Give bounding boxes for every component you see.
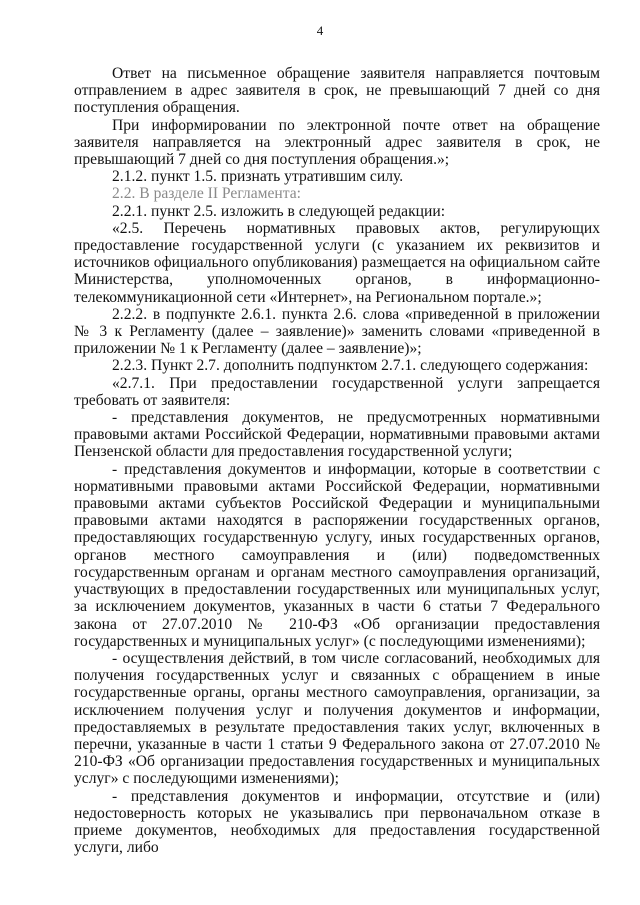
page-number: 4	[316, 23, 324, 38]
paragraph: - представления документов и информации, которые в соответствии с нормативными правовыми актами Российской Федерации, нормативными правовыми актами субъектов Российской Федерации и муниципальными правовыми актами находятся в распоряжении государственных органов, предоставляющих государственную услугу, иных государственных органов, органов местного самоуправления и (или) подведомственных государственным органам и органам местного самоуправления организаций, участвующих в предоставлении государственных или муниципальных услуг, за исключением документов, указанных в части 6 статьи 7 Федерального закона от 27.07.2010 № 210-ФЗ «Об организации предоставления государственных и муниципальных услуг» (с последующими изменениями);	[74, 460, 600, 650]
paragraph: «2.7.1. При предоставлении государственной услуги запрещается требовать от заявителя:	[74, 374, 600, 409]
paragraph: 2.1.2. пункт 1.5. признать утратившим силу.	[112, 168, 404, 186]
paragraph: При информировании по электронной почте ответ на обращение заявителя направляется на электронный адрес заявителя в срок, не превышающий 7 дней со дня поступления обращения.»;	[74, 116, 600, 169]
paragraph: - осуществления действий, в том числе согласований, необходимых для получения государственных услуг и связанных с обращением в иные государственные органы, органы местного самоуправления, организации, за исключением получения услуг и получения документов и информации, предоставляемых в результате предоставления таких услуг, включенных в перечни, указанные в части 1 статьи 9 Федерального закона от 27.07.2010 № 210-ФЗ «Об организации предоставления государственных и муниципальных услуг» с последующими изменениями);	[74, 649, 600, 788]
paragraph: Ответ на письменное обращение заявителя направляется почтовым отправлением в адрес заявителя в срок, не превышающий 7 дней со дня поступления обращения.	[74, 65, 600, 117]
document-body	[74, 65, 600, 856]
paragraph-section-heading: 2.2. В разделе II Регламента:	[112, 185, 302, 203]
paragraph: 2.2.1. пункт 2.5. изложить в следующей редакции:	[112, 202, 446, 220]
paragraph: «2.5. Перечень нормативных правовых актов, регулирующих предоставление государственной услуги (с указанием их реквизитов и источников официального опубликования) размещается на официальном сайте Министерства, уполномоченных органов, в информационно-телекоммуникационной сети «Интернет», на Региональном портале.»;	[74, 219, 600, 306]
paragraph: - представления документов, не предусмотренных нормативными правовыми актами Российской Федерации, нормативными правовыми актами Пензенской области для предоставления государственной услуги;	[74, 409, 600, 461]
paragraph: 2.2.3. Пункт 2.7. дополнить подпунктом 2.7.1. следующего содержания:	[112, 357, 589, 375]
paragraph: 2.2.2. в подпункте 2.6.1. пункта 2.6. слова «приведенной в приложении № 3 к Регламенту (далее – заявление)» заменить словами «приведенной в приложении № 1 к Регламенту (далее – заявление)»;	[74, 305, 600, 358]
paragraph: - представления документов и информации, отсутствие и (или) недостоверность которых не указывались при первоначальном отказе в приеме документов, необходимых для предоставления государственной услуги, либо	[74, 787, 600, 857]
